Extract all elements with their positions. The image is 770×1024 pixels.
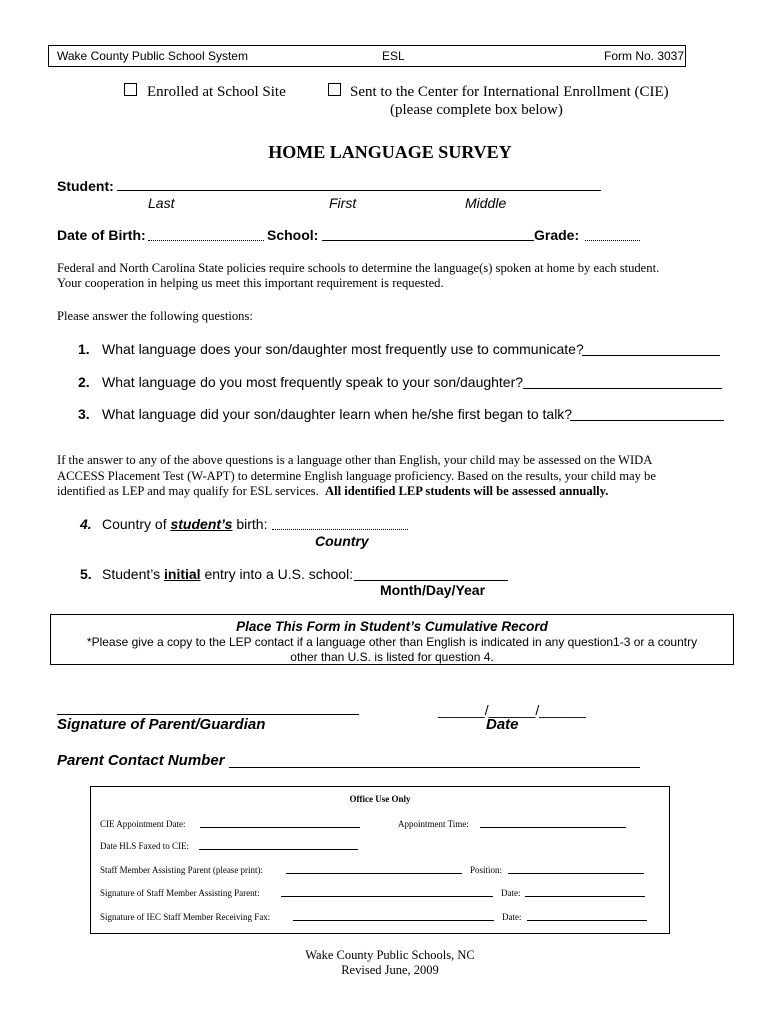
- question-5-number: 5.: [80, 566, 92, 582]
- signature-date-field[interactable]: ______/______/______: [438, 702, 586, 718]
- hls-faxed-field[interactable]: [199, 839, 358, 850]
- sent-to-cie-checkbox[interactable]: [328, 83, 341, 96]
- staff-member-name-label: Staff Member Assisting Parent (please print):: [100, 865, 264, 875]
- grade-field[interactable]: [585, 227, 640, 241]
- parent-contact-label: Parent Contact Number: [57, 752, 225, 769]
- position-field[interactable]: [508, 863, 644, 874]
- dob-label: Date of Birth:: [57, 227, 146, 243]
- question-4-pre: Country of: [102, 516, 167, 532]
- form-header: [48, 45, 686, 67]
- parent-signature-field[interactable]: [57, 700, 359, 715]
- student-label: Student:: [57, 178, 114, 194]
- assessment-line-3-text: identified as LEP and may qualify for ESL services.: [57, 484, 319, 498]
- question-5-post: entry into a U.S. school:: [204, 566, 354, 582]
- month-day-year-caption: Month/Day/Year: [380, 582, 486, 598]
- assessment-line-3: [57, 484, 608, 499]
- parent-contact-field[interactable]: [229, 752, 640, 768]
- question-2-text: What language do you most frequently speak to your son/daughter?: [102, 374, 524, 390]
- district-name: Wake County Public School System: [57, 49, 248, 63]
- sent-to-cie-note: (please complete box below): [390, 102, 563, 118]
- question-4-text: [102, 516, 267, 532]
- iec-signature-field[interactable]: [293, 910, 494, 921]
- country-of-birth-field[interactable]: [272, 516, 408, 530]
- assessment-line-2: ACCESS Placement Test (W-APT) to determine English language proficiency. Based on the results, your child may be: [57, 469, 656, 483]
- record-line-2: other than U.S. is listed for question 4.: [290, 650, 494, 664]
- staff-signature-field[interactable]: [281, 886, 493, 897]
- record-title: Place This Form in Student’s Cumulative Record: [236, 619, 548, 634]
- iec-signature-date-label: Date:: [502, 912, 522, 922]
- question-1-answer-field[interactable]: [582, 341, 720, 356]
- page-title: HOME LANGUAGE SURVEY: [268, 142, 512, 162]
- record-line-1: *Please give a copy to the LEP contact if a language other than English is indicated in any question1-3 or a country: [86, 635, 698, 649]
- middle-name-caption: Middle: [465, 195, 507, 211]
- question-3-answer-field[interactable]: [570, 406, 724, 421]
- footer-line-1: Wake County Public Schools, NC: [305, 948, 475, 962]
- form-number: Form No. 3037: [604, 49, 685, 63]
- cie-appointment-date-field[interactable]: [200, 817, 360, 828]
- cie-appointment-date-label: CIE Appointment Date:: [100, 819, 186, 829]
- question-4-emphasis: student’s: [170, 516, 233, 532]
- iec-signature-date-field[interactable]: [527, 910, 647, 921]
- question-1-number: 1.: [78, 341, 90, 357]
- grade-label: Grade:: [534, 227, 580, 243]
- staff-signature-label: Signature of Staff Member Assisting Parent:: [100, 888, 260, 898]
- cumulative-record-notice: [50, 614, 734, 665]
- office-title: Office Use Only: [349, 794, 411, 804]
- school-label: School:: [267, 227, 319, 243]
- enrolled-label: Enrolled at School Site: [147, 84, 286, 100]
- date-label: Date: [486, 716, 519, 733]
- question-3-number: 3.: [78, 406, 90, 422]
- dob-field[interactable]: [148, 227, 264, 241]
- last-name-caption: Last: [148, 195, 175, 211]
- question-4-number: 4.: [80, 516, 92, 532]
- iec-signature-label: Signature of IEC Staff Member Receiving Fax:: [100, 912, 271, 922]
- assessment-line-1: If the answer to any of the above questions is a language other than English, your child may be assessed on the WIDA: [57, 453, 653, 467]
- us-school-entry-field[interactable]: [354, 566, 508, 581]
- hls-faxed-label: Date HLS Faxed to CIE:: [100, 841, 189, 851]
- question-4-post: birth:: [236, 516, 268, 532]
- questions-prompt: Please answer the following questions:: [57, 309, 253, 323]
- student-name-field[interactable]: [117, 177, 601, 191]
- appointment-time-field[interactable]: [480, 817, 626, 828]
- office-use-only-box: [90, 786, 670, 934]
- assessment-annual-note: All identified LEP students will be assessed annually.: [325, 484, 609, 498]
- question-2-number: 2.: [78, 374, 90, 390]
- signature-label: Signature of Parent/Guardian: [57, 716, 266, 733]
- position-label: Position:: [470, 865, 503, 875]
- question-2-answer-field[interactable]: [523, 374, 722, 389]
- question-5-emphasis: initial: [164, 566, 201, 582]
- program-name: ESL: [382, 49, 405, 63]
- country-caption: Country: [315, 533, 369, 549]
- appointment-time-label: Appointment Time:: [398, 819, 469, 829]
- footer-line-2: Revised June, 2009: [341, 963, 439, 977]
- first-name-caption: First: [329, 195, 357, 211]
- question-1-text: What language does your son/daughter most frequently use to communicate?: [102, 341, 584, 357]
- enrolled-checkbox[interactable]: [124, 83, 137, 96]
- intro-line-1: Federal and North Carolina State policies require schools to determine the language(s) spoken at home by each student.: [57, 261, 660, 275]
- question-5-pre: Student’s: [102, 566, 161, 582]
- staff-signature-date-field[interactable]: [525, 886, 645, 897]
- staff-signature-date-label: Date:: [501, 888, 521, 898]
- staff-member-name-field[interactable]: [286, 863, 462, 874]
- school-field[interactable]: [322, 227, 534, 241]
- question-5-text: [102, 566, 353, 582]
- intro-line-2: Your cooperation in helping us meet this important requirement is requested.: [57, 276, 444, 290]
- question-3-text: What language did your son/daughter learn when he/she first began to talk?: [102, 406, 573, 422]
- sent-to-cie-label: Sent to the Center for International Enrollment (CIE): [350, 84, 669, 100]
